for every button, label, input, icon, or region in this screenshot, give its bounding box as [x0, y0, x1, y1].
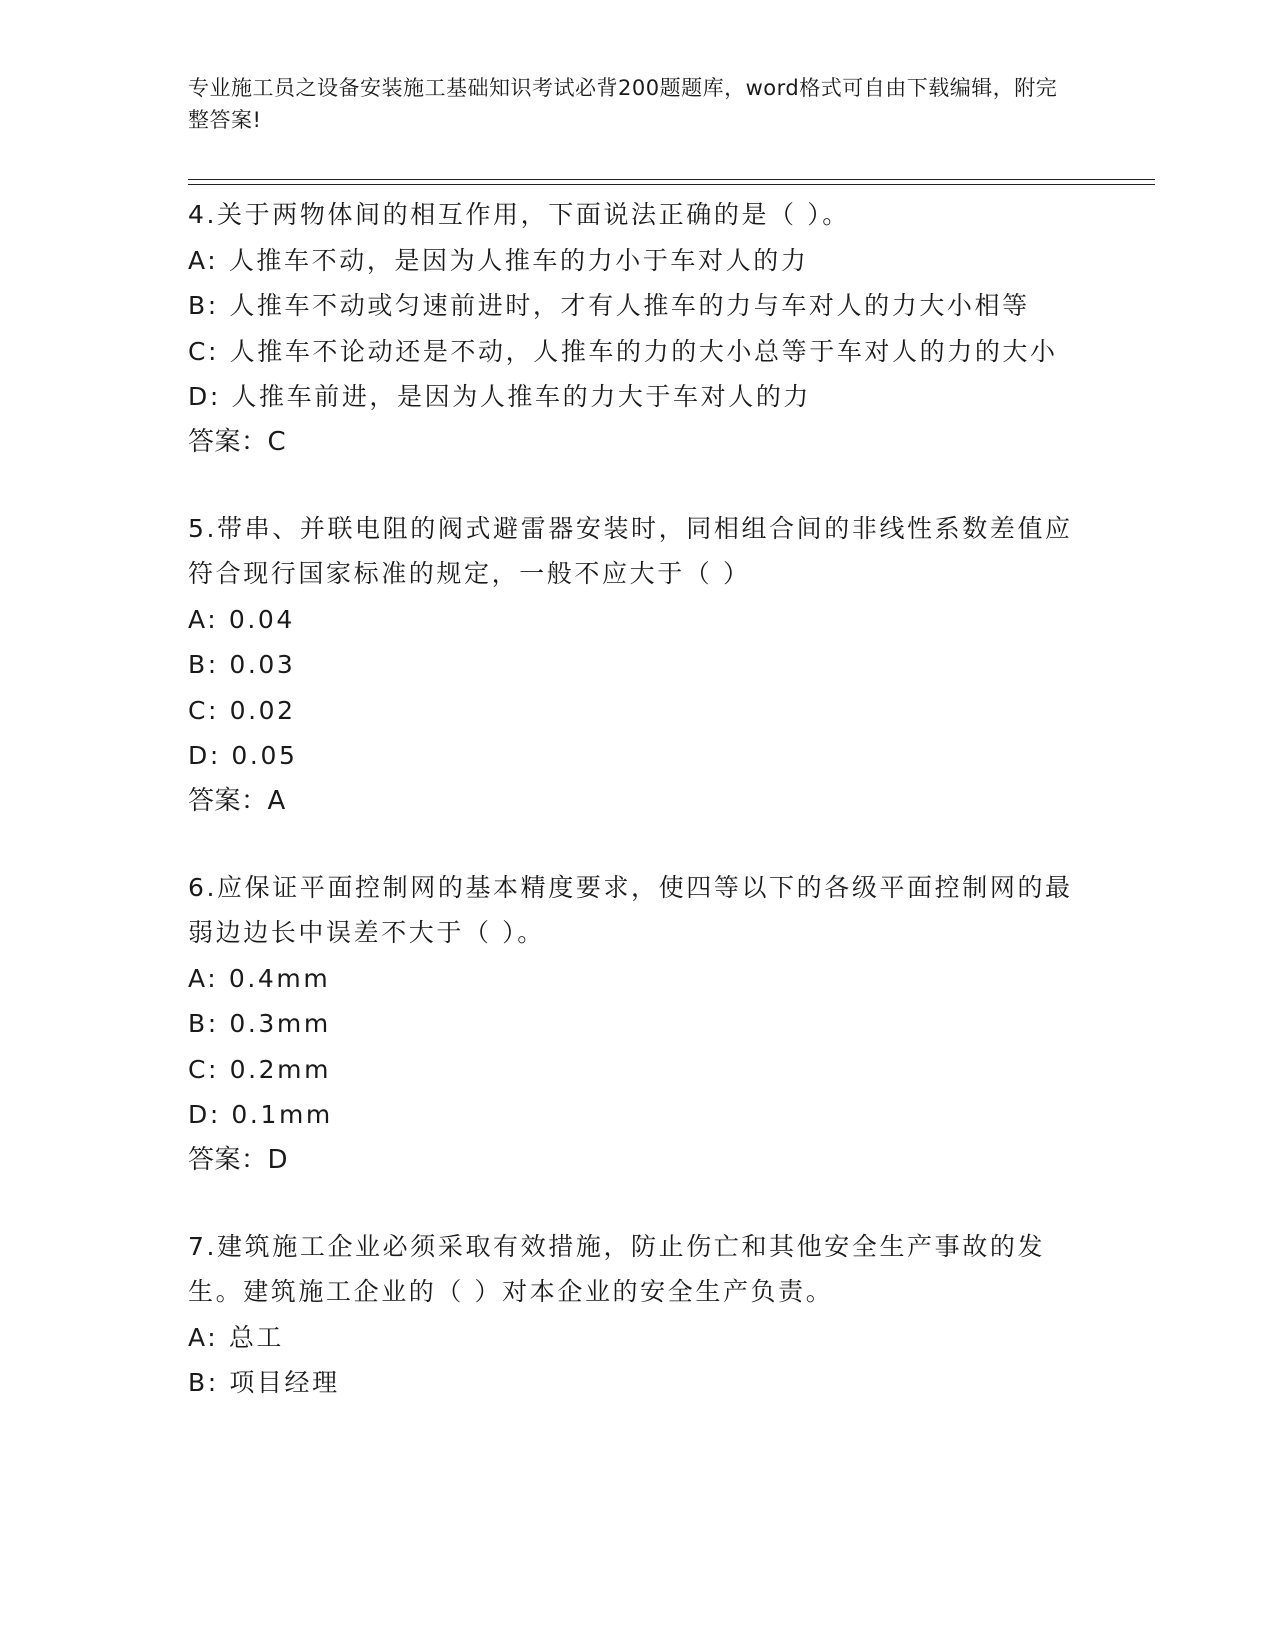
option-b: B: 项目经理 — [188, 1368, 340, 1397]
answer: 答案：C — [188, 426, 287, 457]
header-divider-bottom — [188, 184, 1155, 185]
option-d: D: 人推车前进，是因为人推车的力大于车对人的力 — [188, 382, 812, 411]
option-b: B: 人推车不动或匀速前进时，才有人推车的力与车对人的力大小相等 — [188, 291, 1030, 320]
option-a: A: 总工 — [188, 1322, 285, 1352]
option-b: B: 0.3mm — [188, 1009, 331, 1038]
option-c: C: 0.02 — [188, 695, 296, 725]
question-stem: 7.建筑施工企业必须采取有效措施，防止伤亡和其他安全生产事故的发生。建筑施工企业的（ ）对本企业的安全生产负责。 — [188, 1231, 1046, 1306]
question-stem: 5.带串、并联电阻的阀式避雷器安装时，同相组合间的非线性系数差值应符合现行国家标准的规定，一般不应大于（ ） — [188, 513, 1073, 588]
option-c: C: 人推车不论动还是不动，人推车的力的大小总等于车对人的力的大小 — [188, 336, 1058, 366]
question-list — [188, 192, 1088, 1447]
option-b: B: 0.03 — [188, 650, 296, 679]
answer: 答案：A — [188, 785, 286, 816]
option-a: A: 人推车不动，是因为人推车的力小于车对人的力 — [188, 245, 809, 275]
question-6 — [188, 865, 1088, 1183]
option-a: A: 0.04 — [188, 604, 295, 634]
answer: 答案：D — [188, 1144, 289, 1175]
header-divider-top — [188, 179, 1155, 180]
document-header: 专业施工员之设备安装施工基础知识考试必背200题题库，word格式可自由下载编辑，附完整答案! — [188, 76, 1058, 132]
question-7 — [188, 1224, 1088, 1406]
question-4 — [188, 192, 1088, 465]
question-stem: 4.关于两物体间的相互作用，下面说法正确的是（ ）。 — [188, 200, 850, 229]
option-c: C: 0.2mm — [188, 1054, 332, 1084]
question-5 — [188, 506, 1088, 824]
question-stem: 6.应保证平面控制网的基本精度要求，使四等以下的各级平面控制网的最弱边边长中误差不大于（ ）。 — [188, 872, 1073, 947]
option-a: A: 0.4mm — [188, 963, 331, 993]
option-d: D: 0.05 — [188, 741, 298, 770]
option-d: D: 0.1mm — [188, 1100, 333, 1129]
